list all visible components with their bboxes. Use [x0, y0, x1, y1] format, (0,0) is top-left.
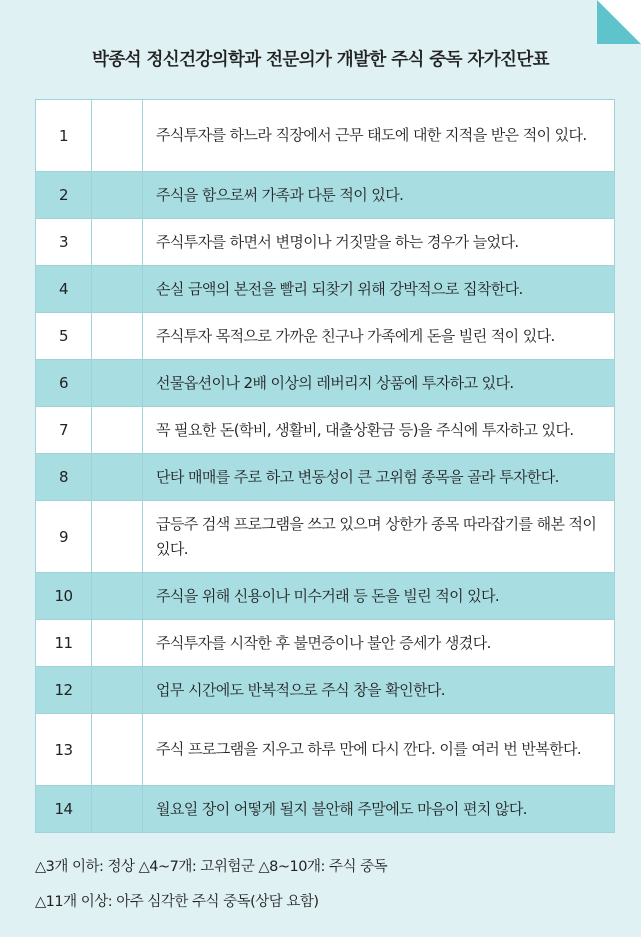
item-number: 14 [36, 786, 92, 833]
item-text: 주식을 위해 신용이나 미수거래 등 돈을 빌린 적이 있다. [143, 573, 615, 620]
checkbox-cell[interactable] [92, 266, 143, 313]
item-number: 6 [36, 360, 92, 407]
table-row [36, 620, 615, 667]
table-row [36, 100, 615, 172]
checkbox-cell[interactable] [92, 360, 143, 407]
item-text: 단타 매매를 주로 하고 변동성이 큰 고위험 종목을 골라 투자한다. [143, 454, 615, 501]
scoring-legend-line-1: △3개 이하: 정상 △4~7개: 고위험군 △8~10개: 주식 중독 [35, 859, 388, 875]
item-number: 11 [36, 620, 92, 667]
table-row [36, 360, 615, 407]
item-text: 주식투자를 하느라 직장에서 근무 태도에 대한 지적을 받은 적이 있다. [143, 100, 615, 172]
table-row [36, 266, 615, 313]
checkbox-cell[interactable] [92, 620, 143, 667]
item-text: 주식투자를 시작한 후 불면증이나 불안 증세가 생겼다. [143, 620, 615, 667]
item-text: 꼭 필요한 돈(학비, 생활비, 대출상환금 등)을 주식에 투자하고 있다. [143, 407, 615, 454]
page-title: 박종석 정신건강의학과 전문의가 개발한 주식 중독 자가진단표 [92, 50, 549, 70]
item-text: 주식투자 목적으로 가까운 친구나 가족에게 돈을 빌린 적이 있다. [143, 313, 615, 360]
table-row [36, 573, 615, 620]
item-number: 5 [36, 313, 92, 360]
scoring-legend-line-2: △11개 이상: 아주 심각한 주식 중독(상담 요함) [35, 894, 319, 910]
item-text: 주식투자를 하면서 변명이나 거짓말을 하는 경우가 늘었다. [143, 219, 615, 266]
checklist-table [35, 99, 615, 833]
checkbox-cell[interactable] [92, 667, 143, 714]
item-number: 13 [36, 714, 92, 786]
item-number: 2 [36, 172, 92, 219]
item-number: 10 [36, 573, 92, 620]
checkbox-cell[interactable] [92, 454, 143, 501]
item-number: 3 [36, 219, 92, 266]
checkbox-cell[interactable] [92, 172, 143, 219]
table-row [36, 219, 615, 266]
checkbox-cell[interactable] [92, 573, 143, 620]
item-text: 주식을 함으로써 가족과 다툰 적이 있다. [143, 172, 615, 219]
table-row [36, 407, 615, 454]
table-row [36, 454, 615, 501]
checkbox-cell[interactable] [92, 313, 143, 360]
item-text: 손실 금액의 본전을 빨리 되찾기 위해 강박적으로 집착한다. [143, 266, 615, 313]
item-text: 급등주 검색 프로그램을 쓰고 있으며 상한가 종목 따라잡기를 해본 적이 있다. [143, 501, 615, 573]
item-text: 월요일 장이 어떻게 될지 불안해 주말에도 마음이 편치 않다. [143, 786, 615, 833]
item-number: 8 [36, 454, 92, 501]
item-number: 9 [36, 501, 92, 573]
table-row [36, 786, 615, 833]
checkbox-cell[interactable] [92, 407, 143, 454]
checkbox-cell[interactable] [92, 501, 143, 573]
checkbox-cell[interactable] [92, 714, 143, 786]
item-text: 선물옵션이나 2배 이상의 레버리지 상품에 투자하고 있다. [143, 360, 615, 407]
checkbox-cell[interactable] [92, 100, 143, 172]
table-row [36, 313, 615, 360]
checkbox-cell[interactable] [92, 219, 143, 266]
table-row [36, 501, 615, 573]
item-number: 1 [36, 100, 92, 172]
item-text: 업무 시간에도 반복적으로 주식 창을 확인한다. [143, 667, 615, 714]
item-number: 12 [36, 667, 92, 714]
item-number: 7 [36, 407, 92, 454]
table-row [36, 667, 615, 714]
checkbox-cell[interactable] [92, 786, 143, 833]
item-text: 주식 프로그램을 지우고 하루 만에 다시 깐다. 이를 여러 번 반복한다. [143, 714, 615, 786]
table-row [36, 714, 615, 786]
item-number: 4 [36, 266, 92, 313]
page-fold-shade [597, 0, 641, 44]
table-row [36, 172, 615, 219]
